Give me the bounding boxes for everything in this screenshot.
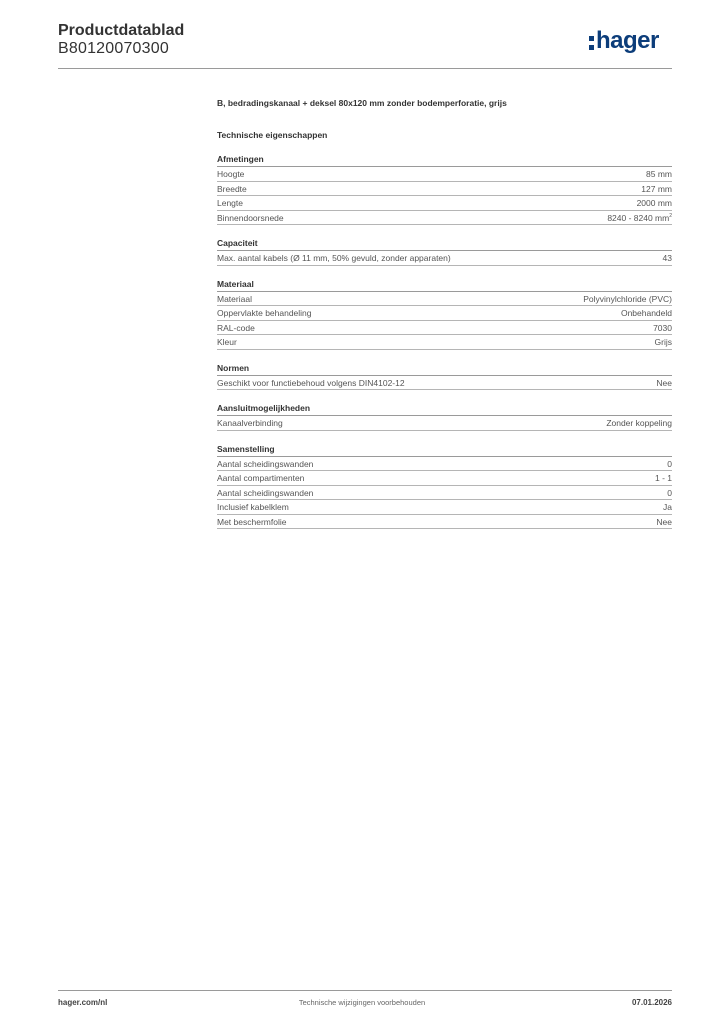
property-label: Materiaal [217,293,252,304]
section-capaciteit [217,238,672,266]
property-row [217,167,672,182]
datasheet-content [217,97,672,529]
property-label: Breedte [217,183,247,194]
product-code: B80120070300 [58,40,169,57]
property-label: Oppervlakte behandeling [217,308,312,318]
unit-superscript: 2 [669,212,672,219]
section-afmetingen [217,154,672,225]
section-title: Afmetingen [217,154,672,167]
property-row [217,486,672,501]
property-value-cell [653,321,672,335]
property-row [217,292,672,307]
property-value-cell [646,167,672,181]
property-label: Lengte [217,198,243,208]
property-value: 8240 - 8240 mm [607,212,670,223]
property-row [217,182,672,197]
property-value: Polyvinylchloride (PVC) [583,293,672,304]
property-value: Nee [656,516,672,527]
footer-divider [58,990,672,991]
property-value-cell [667,486,672,500]
property-value: 0 [667,458,672,469]
property-label: Binnendoorsnede [217,212,284,223]
page-title: Productdatablad [58,22,185,39]
footer-date: 07.01.2026 [631,998,672,1007]
property-row [217,471,672,486]
property-value: Onbehandeld [620,308,672,318]
property-value: 0 [667,487,672,498]
property-sections [217,154,672,529]
property-value-cell [607,211,672,225]
property-row [217,335,672,350]
property-row [217,376,672,391]
property-row [217,457,672,472]
section-title: Capaciteit [217,238,672,251]
property-value-cell [663,251,672,265]
property-value: Zonder koppeling [606,418,672,428]
property-row [217,416,672,431]
section-title: Materiaal [217,279,672,292]
property-value: 85 mm [646,169,672,179]
section-aansluitmogelijkheden [217,403,672,431]
header-divider [58,68,672,69]
product-description: B, bedradingskanaal + deksel 80x120 mm zonder bodemperforatie, grijs [217,98,507,108]
section-title: Normen [217,363,672,376]
section-materiaal [217,279,672,350]
property-row [217,515,672,530]
property-value: 1 - 1 [654,473,672,483]
footer-website-link[interactable]: hager.com/nl [58,998,108,1007]
property-label: Inclusief kabelklem [217,502,289,512]
section-samenstelling [217,444,672,530]
property-row [217,306,672,321]
property-label: Aantal scheidingswanden [217,458,314,469]
property-value: 7030 [653,322,672,333]
section-title: Samenstelling [217,444,672,457]
property-value-cell [583,292,672,306]
property-value: Nee [656,377,672,388]
property-row [217,211,672,226]
property-row [217,196,672,211]
property-value: 2000 mm [636,198,672,208]
footer-notice: Technische wijzigingen voorbehouden [298,998,426,1007]
section-title: Aansluitmogelijkheden [217,403,672,416]
property-value-cell [656,376,672,390]
property-value: Ja [663,502,672,512]
property-value-cell [621,306,672,320]
property-value-cell [637,196,672,210]
property-row [217,251,672,266]
property-value-cell [656,515,672,529]
property-row [217,321,672,336]
property-label: Geschikt voor functiebehoud volgens DIN4102-12 [217,377,405,388]
property-label: RAL-code [217,322,255,333]
property-label: Max. aantal kabels (Ø 11 mm, 50% gevuld, zonder apparaten) [217,253,451,263]
property-value-cell [663,500,672,514]
property-value-cell [655,335,672,349]
property-label: Aantal scheidingswanden [217,487,314,498]
property-value-cell [667,457,672,471]
property-row [217,500,672,515]
property-value-cell [606,416,672,430]
logo-dots-icon [589,36,594,50]
property-label: Kanaalverbinding [217,418,283,428]
property-value-cell [641,182,672,196]
property-label: Kleur [217,337,237,347]
logo-text: hager [596,27,659,54]
property-value: 127 mm [641,183,672,194]
tech-properties-title: Technische eigenschappen [217,130,328,140]
hager-logo [589,26,659,56]
property-label: Hoogte [217,169,245,179]
section-normen [217,363,672,391]
property-label: Aantal compartimenten [217,473,305,483]
property-label: Met beschermfolie [217,516,287,527]
property-value: Grijs [654,337,672,347]
property-value-cell [655,471,672,485]
property-value: 43 [662,253,672,263]
